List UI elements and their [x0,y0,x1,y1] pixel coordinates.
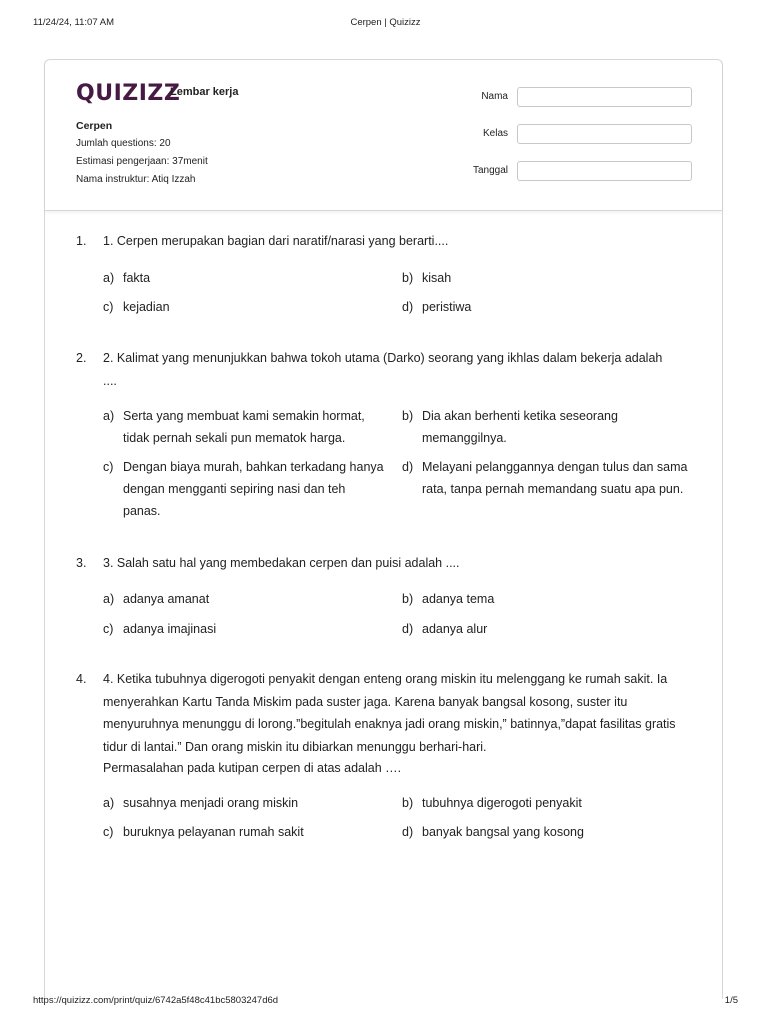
option-letter: c) [103,300,114,314]
question-stem: 4. Ketika tubuhnya digerogoti penyakit dengan enteng orang miskin itu melenggang ke rumah sakit. Ia menyerahkan Kartu Tanda Miskim pada suster jaga. Karena banyak bangsal kosong, suster itu menyuruhnya menunggu di lorong.”begitulah enaknya jadi orang miskin,” batinnya,”dapat fasilitas gratis tidur di lantai.” Dan orang miskin itu dibiarkan menunggu berhari-hari. [103,672,676,754]
question-count: Jumlah questions: 20 [76,138,171,149]
option-letter: c) [103,460,114,474]
quizizz-logo: QUIZIZZ [76,81,181,106]
option-text: adanya amanat [123,592,210,606]
question-stem-2: Permasalahan pada kutipan cerpen di atas adalah …. [103,761,402,775]
option-letter: b) [402,409,414,423]
option-text: susahnya menjadi orang miskin [123,796,299,810]
print-datetime: 11/24/24, 11:07 AM [33,17,114,28]
estimate-time: Estimasi pengerjaan: 37menit [76,156,208,167]
option-letter: c) [103,825,114,839]
option-letter: a) [103,796,115,810]
option-letter: b) [402,592,414,606]
option-text: kejadian [123,300,170,314]
name-field[interactable] [517,87,692,107]
option-letter: d) [402,460,414,474]
option-letter: c) [103,622,114,636]
quiz-title: Cerpen [76,120,113,132]
question-stem: 1. Cerpen merupakan bagian dari naratif/narasi yang berarti.... [103,234,449,248]
option-text: adanya tema [422,592,495,606]
question-number: 1. [76,234,87,248]
question-number: 4. [76,672,87,686]
option-letter: a) [103,592,115,606]
worksheet-header [45,60,722,211]
option-text: tubuhnya digerogoti penyakit [422,796,582,810]
question-number: 2. [76,351,87,365]
option-text: kisah [422,271,452,285]
question-stem: 3. Salah satu hal yang membedakan cerpen dan puisi adalah .... [103,556,460,570]
class-label: Kelas [482,128,508,139]
page-number: 1/5 [724,995,738,1006]
option-letter: d) [402,300,414,314]
name-label: Nama [481,91,508,102]
option-letter: d) [402,825,414,839]
option-letter: d) [402,622,414,636]
option-text: Dengan biaya murah, bahkan terkadang hanya dengan mengganti sepiring nasi dan teh panas. [123,460,384,518]
option-text: Melayani pelanggannya dengan tulus dan sama rata, tanpa pernah memandang suatu apa pun. [422,460,688,496]
option-text: adanya alur [422,622,488,636]
option-letter: b) [402,271,414,285]
option-letter: a) [103,409,115,423]
question-stem: 2. Kalimat yang menunjukkan bahwa tokoh utama (Darko) seorang yang ikhlas dalam bekerja adalah .... [103,351,663,388]
print-title: Cerpen | Quizizz [350,17,421,28]
option-text: peristiwa [422,300,472,314]
date-label: Tanggal [472,165,508,176]
sheet-kind: Lembar kerja [170,86,239,98]
option-letter: a) [103,271,115,285]
option-text: buruknya pelayanan rumah sakit [123,825,304,839]
date-field[interactable] [517,161,692,181]
class-field[interactable] [517,124,692,144]
print-url[interactable]: https://quizizz.com/print/quiz/6742a5f48c41bc5803247d6d [33,995,279,1006]
option-letter: b) [402,796,414,810]
option-text: fakta [123,271,151,285]
question-number: 3. [76,556,87,570]
option-text: adanya imajinasi [123,622,217,636]
option-text: Serta yang membuat kami semakin hormat, tidak pernah sekali pun mematok harga. [123,409,365,445]
option-text: banyak bangsal yang kosong [422,825,584,839]
worksheet [44,59,723,999]
instructor-name: Nama instruktur: Atiq Izzah [76,174,196,185]
question [76,668,696,758]
option-text: Dia akan berhenti ketika seseorang memanggilnya. [422,409,618,445]
